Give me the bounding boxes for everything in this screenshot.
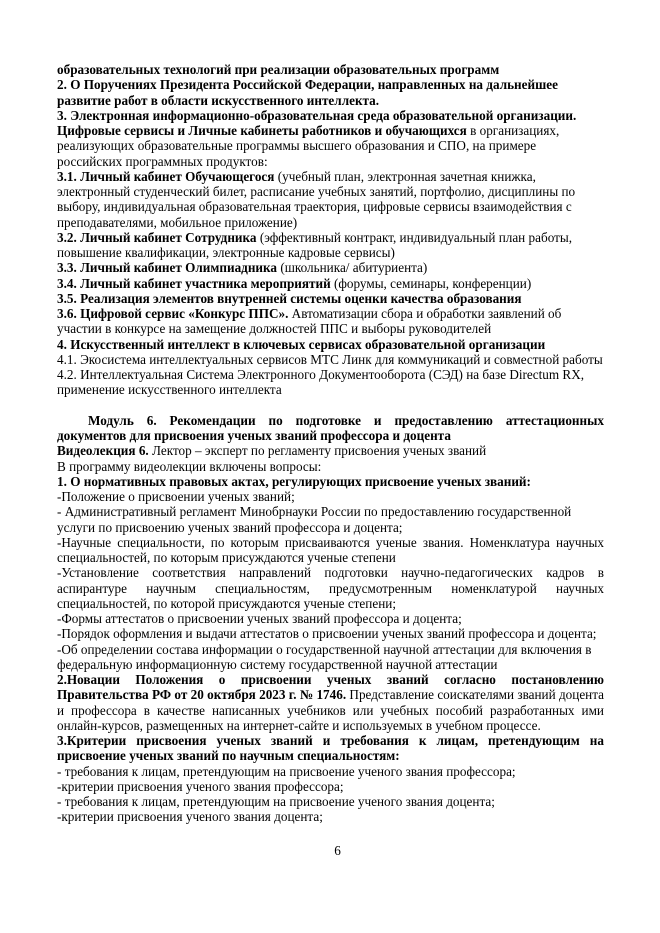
bold-text-run: 4. Искусственный интеллект в ключевых сервисах образовательной организации [57,336,546,352]
item-3-3 [57,260,604,275]
text-run: -критерии присвоения ученого звания доцента; [57,809,323,825]
q1-sub-5 [57,611,604,626]
item-4-2 [57,367,604,398]
text-run: -Научные специальности, по которым присваиваются ученые звания. Номенклатура научных специальностей, по которым присуждаются ученые степени [57,534,604,565]
videolecture-6 [57,443,604,458]
item-4 [57,337,604,352]
text-run: 4.1. Экосистема интеллектуальных сервисов МТС Линк для коммуникаций и совместной работы [57,351,603,367]
bold-text-run: 3.3. Личный кабинет Олимпиадника [57,260,278,276]
question-3 [57,733,604,764]
item-3-1 [57,169,604,230]
text-run: - требования к лицам, претендующим на присвоение ученого звания профессора; [57,763,516,779]
bold-text-run: 3. Электронная информационно-образовательная среда образовательной организации. Цифровые сервисы и Личные кабинеты работников и обучающихся [57,107,577,138]
item-3-6 [57,306,604,337]
q1-sub-7 [57,642,604,673]
text-run: Представление соискателями званий доцента и профессора в качестве написанных учебников или учебных пособий разработанных ими онлайн-курсов, размещенных на интернет-сайте и используемых в учебном процессе. [57,687,605,733]
text-run: -Об определении состава информации о государственной научной аттестации для включения в федеральную информационную систему государственной научной аттестации [57,641,592,672]
q1-sub-2 [57,504,604,535]
item-3-5 [57,291,604,306]
text-run: - Административный регламент Минобрнауки России по предоставлению государственной услуги по присвоению ученых званий профессора и доцента; [57,504,572,535]
bold-text-run: 3.5. Реализация элементов внутренней системы оценки качества образования [57,290,522,306]
bold-text-run: Видеолекция 6. [57,443,149,459]
question-2 [57,672,604,733]
text-run: -критерии присвоения ученого звания профессора; [57,778,344,794]
q3-sub-4 [57,809,604,824]
item-3 [57,108,604,169]
bold-text-run: 3.1. Личный кабинет Обучающегося [57,168,275,184]
text-run: -Формы аттестатов о присвоении ученых званий профессора и доцента; [57,611,462,626]
q1-sub-4 [57,565,604,611]
item-4-1 [57,352,604,367]
page-number: 6 [334,843,341,858]
bold-text-run: Модуль 6. Рекомендации по подготовке и предоставлению аттестационных документов для присвоения ученых званий профессора и доцента [57,412,604,443]
bold-text-run: 3.6. Цифровой сервис «Конкурс ППС». [57,306,289,321]
text-run: -Установление соответствия направлений подготовки научно-педагогических кадров в аспирантуре научным специальностям, предусмотренным номенклатурой научных специальностей, по которой присуждаются ученые степени; [57,565,604,611]
text-run: - требования к лицам, претендующим на присвоение ученого звания доцента; [57,794,495,809]
q3-sub-3 [57,794,604,809]
q1-sub-6 [57,626,604,641]
q3-sub-1 [57,764,604,779]
bold-text-run: 2.Новации Положения о присвоении ученых званий согласно постановлению Правительства РФ от 20 октября 2023 г. № 1746. [57,672,604,703]
text-run: (учебный план, электронная зачетная книжка, электронный студенческий билет, расписание учебных занятий, портфолио, дисциплины по выбору, индивидуальная образовательная траектория, цифровые сервисы взаимодействия с преподавателями, мобильное приложение) [57,168,576,230]
text-run: 4.2. Интеллектуальная Система Электронного Документооборота (СЭД) на базе Directum RX, применение искусственного интеллекта [57,367,585,398]
q1-sub-3 [57,535,604,566]
q3-sub-2 [57,779,604,794]
text-run: Автоматизации сбора и обработки заявлений об участии в конкурсе на замещение должностей ППС и выборы руководителей [57,306,562,337]
text-run: В программу видеолекции включены вопросы: [57,458,322,474]
bold-text-run: 3.2. Личный кабинет Сотрудника [57,229,257,245]
bold-text-run: 3.Критерии присвоения ученых званий и требования к лицам, претендующим на присвоение ученых званий по научным специальностям: [57,733,604,764]
q1-sub-1 [57,489,604,504]
text-run: (эффективный контракт, индивидуальный план работы, повышение квалификации, электронные кадровые сервисы) [57,229,573,260]
program-intro [57,459,604,474]
bold-text-run: 3.4. Личный кабинет участника мероприятий [57,275,331,291]
text-run: (форумы, семинары, конференции) [330,275,532,291]
module-6-heading [57,413,604,444]
text-run: -Порядок оформления и выдачи аттестатов о присвоении ученых званий профессора и доцента; [57,626,597,642]
bold-text-run: 1. О нормативных правовых актах, регулирующих присвоение ученых званий: [57,473,531,489]
continuation-line [57,62,604,77]
item-3-4 [57,276,604,291]
bold-text-run: 2. О Поручениях Президента Российской Федерации, направленных на дальнейшее развитие работ в области искусственного интеллекта. [57,77,558,108]
bold-text-run: образовательных технологий при реализации образовательных программ [57,62,500,77]
text-run: Лектор – эксперт по регламенту присвоения ученых званий [148,443,487,459]
text-run: -Положение о присвоении ученых званий; [57,489,295,504]
item-2 [57,77,604,108]
document-body [57,62,604,825]
text-run: (школьника/ абитуриента) [277,260,428,276]
item-3-2 [57,230,604,261]
text-run: в организациях, реализующих образовательные программы высшего образования и СПО, на примере российских программных продуктов: [57,123,560,169]
blank-line [57,398,604,413]
question-1 [57,474,604,489]
